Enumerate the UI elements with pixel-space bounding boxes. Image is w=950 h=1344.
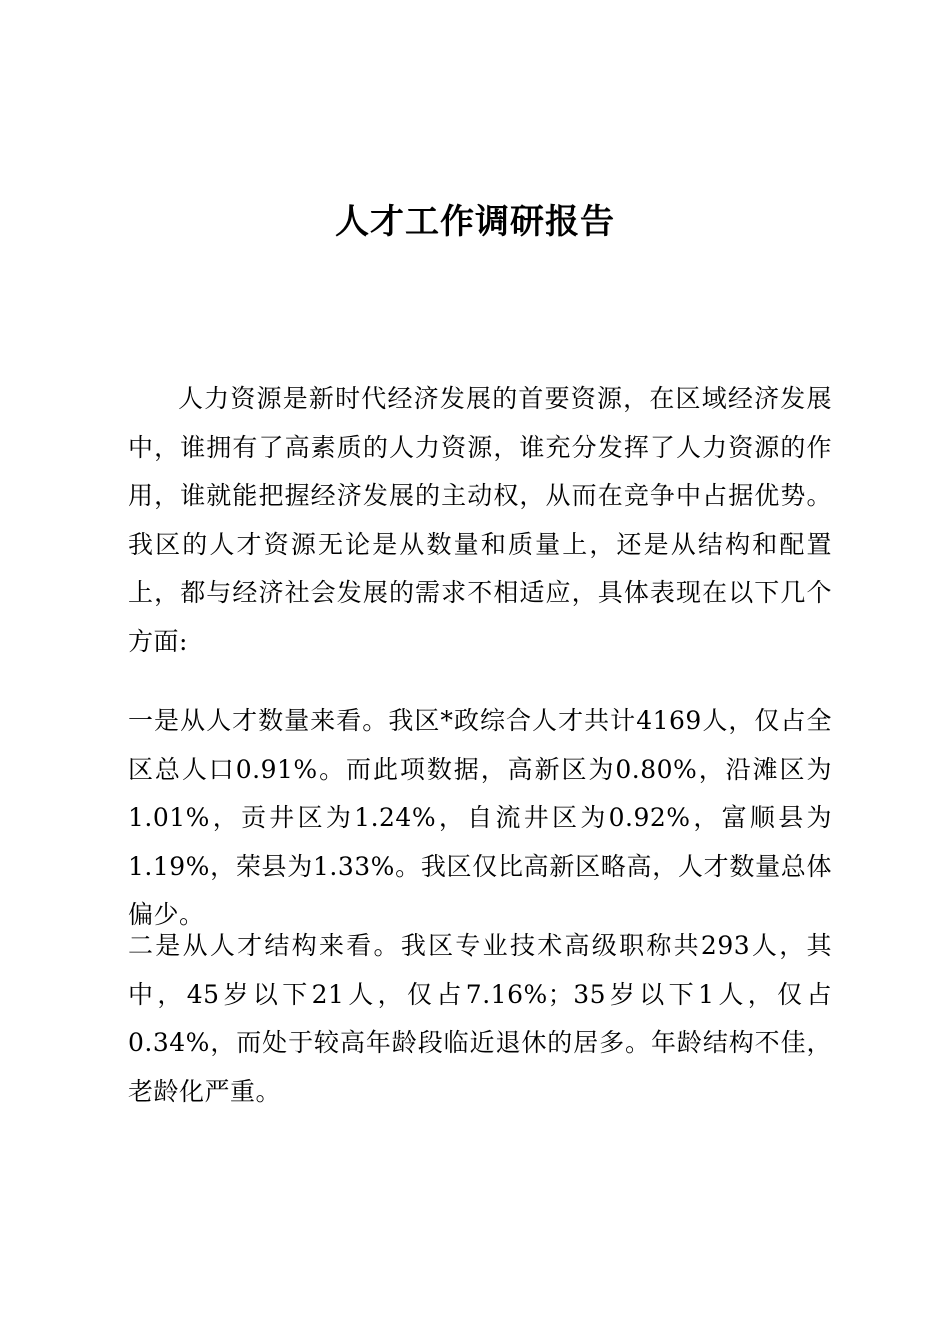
paragraph-intro: 人力资源是新时代经济发展的首要资源，在区域经济发展中，谁拥有了高素质的人力资源，谁充分发挥了人力资源的作用，谁就能把握经济发展的主动权，从而在竞争中占据优势。我区的人才资源无论是从数量和质量上，还是从结构和配置上，都与经济社会发展的需求不相适应，具体表现在以下几个方面: [128,384,832,656]
paragraph-talent-quantity: 一是从人才数量来看。我区*政综合人才共计4169人，仅占全区总人口0.91%。而此项数据，高新区为0.80%，沿滩区为1.01%，贡井区为1.24%，自流井区为0.92%，富顺县为1.19%，荣县为1.33%。我区仅比高新区略高，人才数量总体偏少。 [128,706,832,929]
paragraph-talent-structure: 二是从人才结构来看。我区专业技术高级职称共293人，其中，45岁以下21人，仅占7.16%；35岁以下1人，仅占0.34%，而处于较高年龄段临近退休的居多。年龄结构不佳，老龄化严重。 [128,931,832,1106]
document-title: 人才工作调研报告 [335,202,615,242]
